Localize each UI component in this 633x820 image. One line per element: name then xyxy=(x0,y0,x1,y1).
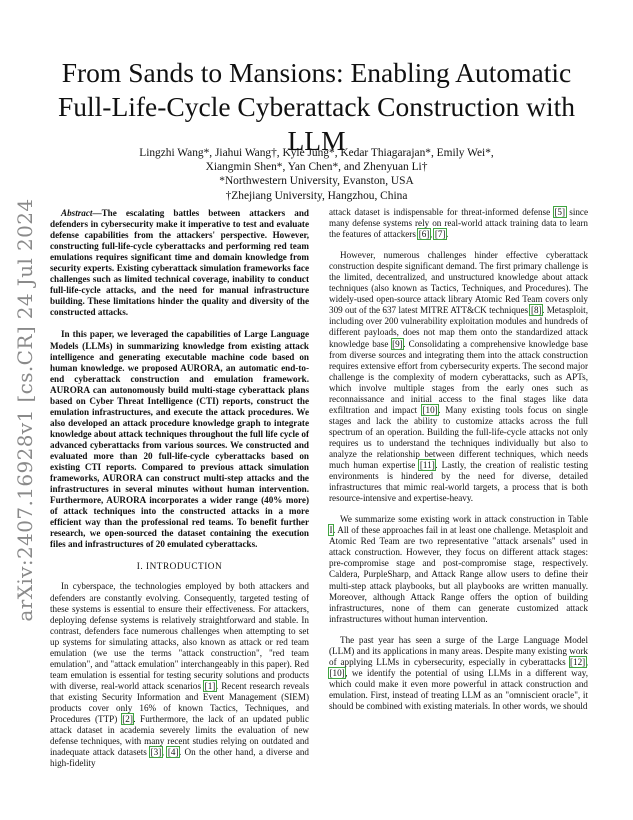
affiliation-zhejiang: †Zhejiang University, Hangzhou, China xyxy=(225,189,408,202)
left-column xyxy=(50,208,309,769)
citation-link[interactable]: [3] xyxy=(150,747,162,758)
paper-title-line-1: From Sands to Mansions: Enabling Automatic xyxy=(61,57,572,88)
abstract-paragraph-2: In this paper, we leveraged the capabilities of Large Language Models (LLMs) in summarizing knowledge from existing attack intelligence and generating executable machine code based on human knowledge. we proposed AURORA, an automatic end-to-end cyberattack construction and emulation framework. AURORA can autonomously build multi-stage cyberattack plans based on Cyber Threat Intelligence (CTI) reports, construct the emulation infrastructures, and execute the attack procedures. We also developed an attack procedure knowledge graph to integrate knowledge about attack techniques throughout the full life cycle of advanced cyberattacks from various sources. We constructed and evaluated more than 20 full-life-cycle cyberattacks based on existing CTI reports. Compared to previous attack simulation frameworks, AURORA can construct multi-step attacks and the infrastructures in several minutes without human intervention. Furthermore, AURORA incorporates a wider range (40% more) of attack techniques into the constructed attacks in a more efficient way than the professional red teams. To benefit further research, we open-sourced the dataset containing the execution files and infrastructures of 20 emulated cyberattacks. xyxy=(50,329,309,550)
citation-link[interactable]: [10] xyxy=(422,404,438,415)
citation-link[interactable]: [10] xyxy=(329,667,345,678)
intro-continuation-paragraph: attack dataset is indispensable for threat-informed defense [5] since many defense systems rely on real-world attack training data to learn the features of attackers [6], [7]. xyxy=(329,207,589,240)
arxiv-stamp xyxy=(13,198,37,622)
citation-link[interactable]: [4] xyxy=(167,747,179,758)
paper-title-line-2: Full-Life-Cycle Cyberattack Construction with LLM xyxy=(57,91,576,156)
intro-paragraph-1: In cyberspace, the technologies employed by both attackers and defenders are constantly evolving. Consequently, targeted testing of these systems is essential to ensure their effectiveness. For attackers, deploying defense systems is relatively straightforward and stable. In contrast, defenders face numerous challenges when attempting to set up systems for simulating attacks, also known as attack or red team emulation (we use the terms "attack construction", "red team emulation", and "attack emulation" interchangeably in this paper). Red team emulation is essential for testing security solutions and products with diverse, real-world attack scenarios [1]. Recent research reveals that existing Security Information and Event Management (SIEM) products cover only 16% of known Tactics, Techniques, and Procedures (TTP) [2]. Furthermore, the lack of an updated public attack dataset in academia severely limits the evaluation of new defense techniques, with many recent studies relying on outdated and inadequate attack datasets [3], [4]. On the other hand, a diverse and high-fidelity xyxy=(50,581,309,769)
citation-link[interactable]: [7] xyxy=(434,229,446,240)
citation-link[interactable]: [2] xyxy=(122,714,133,725)
table-reference-link[interactable]: I xyxy=(329,525,333,536)
existing-work-paragraph: We summarize some existing work in attack construction in Table I. All of these approaches fail in at least one challenge. Metasploit and Atomic Red Team are two representative "attack arsenals" used in attack construction. However, they focus on different attack stages: pre-compromise stage and post-compromise stage, respectively. Caldera, PurpleSharp, and Attack Range allow users to define their multi-step attack playbooks, but all playbooks are written manually. Moreover, although Attack Range offers the option of building infrastructures, none of them can generate customized attack infrastructures without human intervention. xyxy=(329,514,588,624)
right-column xyxy=(329,207,588,712)
author-names-line-2: Xiangmin Shen*, Yan Chen*, and Zhenyuan Li† xyxy=(205,161,428,174)
author-block xyxy=(60,146,573,203)
llm-paragraph: The past year has seen a surge of the Large Language Model (LLM) and its applications in many areas. Despite many existing work of applying LLMs in cybersecurity, especially in cyberattacks [12], [10], we identify the potential of using LLMs in a different way, which could make it even more powerful in attack construction and emulation. First, instead of treating LLM as an "omniscient oracle", it should be combined with existing materials. In other words, we should xyxy=(329,634,588,711)
affiliation-northwestern: *Northwestern University, Evanston, USA xyxy=(219,175,414,188)
abstract-paragraph-1: Abstract—The escalating battles between attackers and defenders in cybersecurity make it imperative to test and evaluate defense capabilities from the attackers' perspective. However, constructing full-life-cycle cyberattacks and performing red team emulations requires significant time and domain knowledge from security experts. Existing cyberattack simulation frameworks face challenges such as limited technical coverage, inability to conduct full-life-cycle attacks, and the need for manual infrastructure building. These limitations hinder the quality and diversity of the constructed attacks. xyxy=(50,208,309,318)
section-heading-introduction: I. INTRODUCTION xyxy=(136,562,223,573)
citation-link[interactable]: [8] xyxy=(530,305,542,316)
arxiv-identifier[interactable]: arXiv:2407.16928v1 [cs.CR] 24 Jul 2024 xyxy=(13,198,37,622)
citation-link[interactable]: [11] xyxy=(419,460,435,471)
challenges-paragraph: However, numerous challenges hinder effective cyberattack construction despite significant demand. The first primary challenge is the limited, decentralized, and unstructured knowledge about attack techniques (also known as Tactics, Techniques, and Procedures). The widely-used open-source attack library Atomic Red Team covers only 309 out of the 637 latest MITRE ATT&CK techniques [8]. Metasploit, including over 200 vulnerability exploitation modules and hundreds of different payloads, does not map them onto the standardized attack knowledge base [9]. Consolidating a comprehensive knowledge base from diverse sources and integrating them into the attack construction requires extensive effort from cybersecurity experts. The second major challenge is the complexity of modern cyberattacks, such as APTs, which involve multiple stages from the early ones such as reconnaissance and initial access to the final stages like data exfiltration and impact [10]. Many existing tools focus on single stages and lack the ability to customize attacks across the full spectrum of an operation. Building the full-life-cycle attacks not only requires us to understand the techniques individually but also to analyze the relationship between different techniques, which needs much human expertise [11]. Lastly, the creation of realistic testing environments is hindered by the need for diverse, detailed infrastructures that mimic real-world targets, a process that is both resource-intensive and expertise-heavy. xyxy=(329,250,589,504)
intro-right-text xyxy=(329,207,588,712)
citation-link[interactable]: [5] xyxy=(554,207,566,217)
citation-link[interactable]: [1] xyxy=(204,680,216,691)
intro-left-text xyxy=(50,581,309,769)
author-names-line-1: Lingzhi Wang*, Jiahui Wang†, Kyle Jung*, Kedar Thiagarajan*, Emily Wei*, xyxy=(139,147,494,159)
citation-link[interactable]: [6] xyxy=(418,229,430,240)
citation-link[interactable]: [12] xyxy=(570,656,586,667)
citation-link[interactable]: [9] xyxy=(392,338,403,349)
abstract-label: Abstract xyxy=(61,208,93,218)
abstract xyxy=(50,208,309,550)
